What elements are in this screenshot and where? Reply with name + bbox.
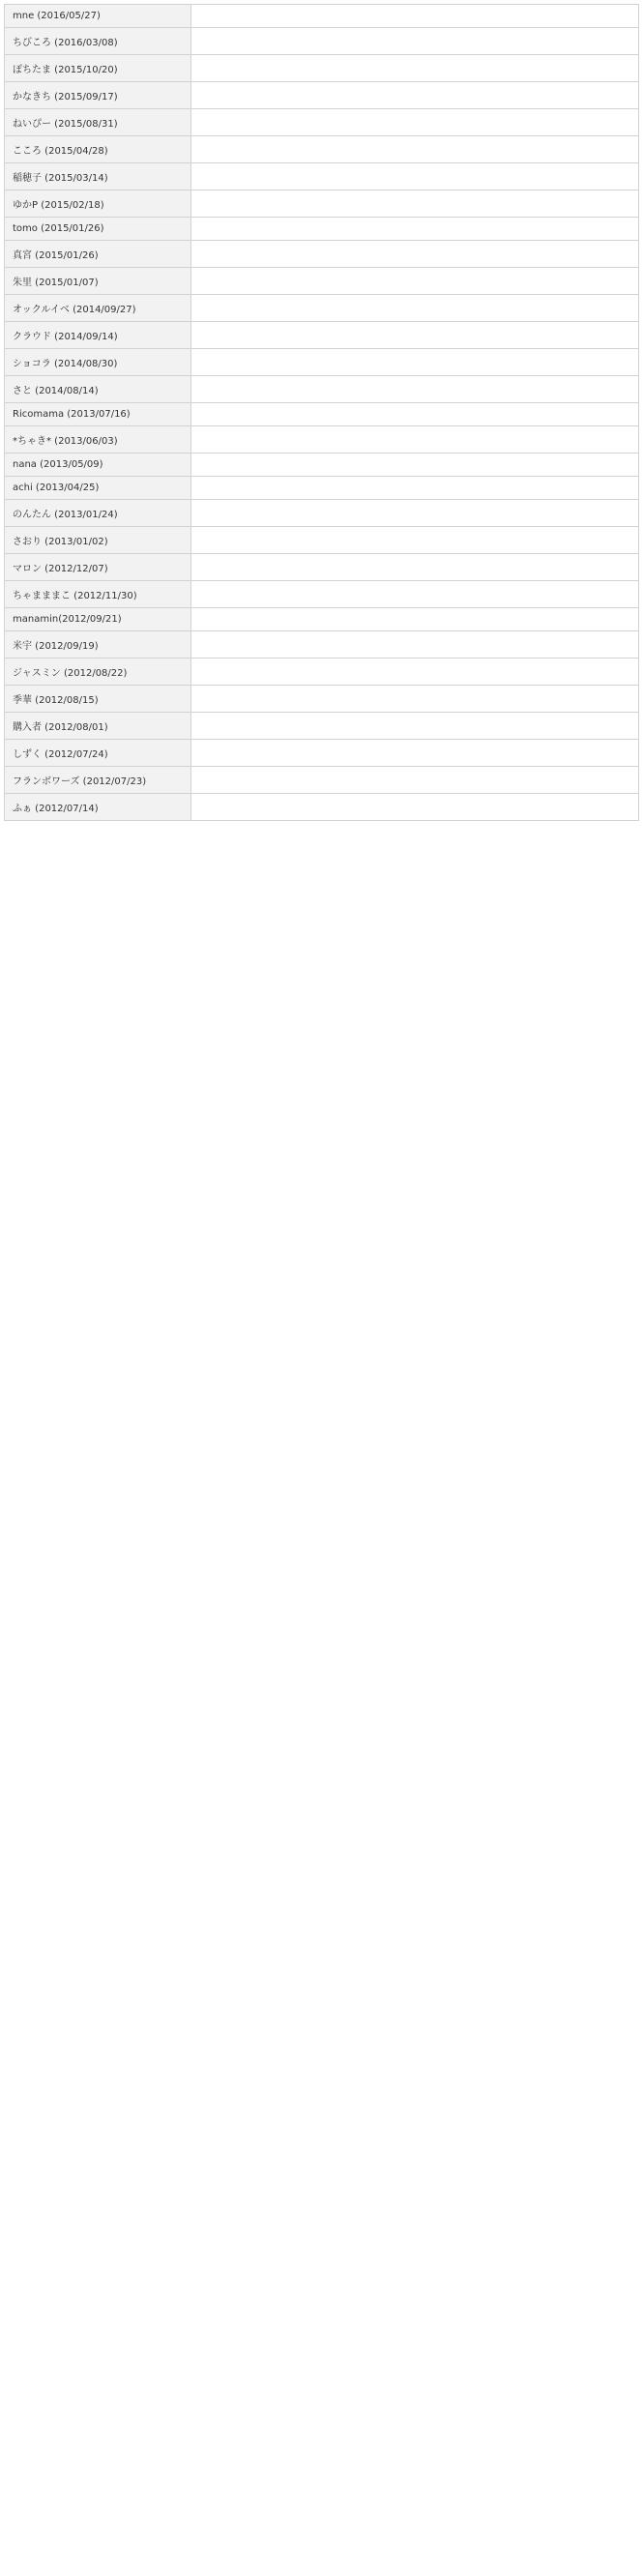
review-body <box>191 403 639 426</box>
review-author: ふぁ (2012/07/14) <box>5 794 191 821</box>
review-author: ショコラ (2014/08/30) <box>5 349 191 376</box>
review-row <box>5 5 639 28</box>
review-body <box>191 631 639 659</box>
review-row <box>5 713 639 740</box>
review-body <box>191 659 639 686</box>
review-author: さおり (2013/01/02) <box>5 527 191 554</box>
review-row <box>5 426 639 454</box>
reviews-table <box>4 4 639 821</box>
review-body <box>191 268 639 295</box>
review-body <box>191 477 639 500</box>
review-author: マロン (2012/12/07) <box>5 554 191 581</box>
review-body <box>191 109 639 136</box>
review-body <box>191 5 639 28</box>
review-body <box>191 163 639 190</box>
review-row <box>5 55 639 82</box>
review-row <box>5 767 639 794</box>
review-author: 季華 (2012/08/15) <box>5 686 191 713</box>
review-author: ゆかP (2015/02/18) <box>5 190 191 218</box>
review-row <box>5 241 639 268</box>
review-row <box>5 631 639 659</box>
review-author: さと (2014/08/14) <box>5 376 191 403</box>
review-row <box>5 500 639 527</box>
review-author: 朱里 (2015/01/07) <box>5 268 191 295</box>
review-row <box>5 794 639 821</box>
review-row <box>5 109 639 136</box>
review-author: Ricomama (2013/07/16) <box>5 403 191 426</box>
review-author: ちびころ (2016/03/08) <box>5 28 191 55</box>
review-author: nana (2013/05/09) <box>5 454 191 477</box>
reviews-table-body <box>5 5 639 821</box>
review-row <box>5 477 639 500</box>
review-author: 購入者 (2012/08/01) <box>5 713 191 740</box>
review-author: のんたん (2013/01/24) <box>5 500 191 527</box>
review-row <box>5 268 639 295</box>
review-row <box>5 527 639 554</box>
review-body <box>191 608 639 631</box>
review-author: 稲穂子 (2015/03/14) <box>5 163 191 190</box>
review-author: しずく (2012/07/24) <box>5 740 191 767</box>
review-row <box>5 403 639 426</box>
review-body <box>191 190 639 218</box>
review-author: 米宇 (2012/09/19) <box>5 631 191 659</box>
review-row <box>5 554 639 581</box>
review-body <box>191 82 639 109</box>
review-body <box>191 554 639 581</box>
review-author: tomo (2015/01/26) <box>5 218 191 241</box>
review-row <box>5 28 639 55</box>
review-body <box>191 349 639 376</box>
review-author: ねいぴー (2015/08/31) <box>5 109 191 136</box>
review-body <box>191 686 639 713</box>
review-row <box>5 581 639 608</box>
review-row <box>5 608 639 631</box>
review-body <box>191 28 639 55</box>
review-body <box>191 218 639 241</box>
review-row <box>5 659 639 686</box>
review-body <box>191 767 639 794</box>
review-body <box>191 713 639 740</box>
review-row <box>5 190 639 218</box>
review-author: こころ (2015/04/28) <box>5 136 191 163</box>
review-body <box>191 581 639 608</box>
review-author: achi (2013/04/25) <box>5 477 191 500</box>
review-author: 真宮 (2015/01/26) <box>5 241 191 268</box>
review-author: *ちゃき* (2013/06/03) <box>5 426 191 454</box>
review-author: フランボワーズ (2012/07/23) <box>5 767 191 794</box>
reviews-section <box>0 0 643 825</box>
review-row <box>5 295 639 322</box>
review-body <box>191 295 639 322</box>
review-row <box>5 349 639 376</box>
review-body <box>191 376 639 403</box>
review-body <box>191 527 639 554</box>
review-row <box>5 218 639 241</box>
review-author: クラウド (2014/09/14) <box>5 322 191 349</box>
review-row <box>5 82 639 109</box>
review-body <box>191 794 639 821</box>
review-author: ジャスミン (2012/08/22) <box>5 659 191 686</box>
review-body <box>191 241 639 268</box>
review-author: オックルイベ (2014/09/27) <box>5 295 191 322</box>
review-author: mne (2016/05/27) <box>5 5 191 28</box>
review-row <box>5 454 639 477</box>
review-author: manamin(2012/09/21) <box>5 608 191 631</box>
review-author: ちゃまままこ (2012/11/30) <box>5 581 191 608</box>
review-row <box>5 136 639 163</box>
review-body <box>191 136 639 163</box>
review-body <box>191 500 639 527</box>
review-body <box>191 322 639 349</box>
review-body <box>191 454 639 477</box>
review-body <box>191 740 639 767</box>
review-author: かなきち (2015/09/17) <box>5 82 191 109</box>
review-row <box>5 163 639 190</box>
review-author: ぽちたま (2015/10/20) <box>5 55 191 82</box>
review-row <box>5 376 639 403</box>
review-row <box>5 686 639 713</box>
review-body <box>191 426 639 454</box>
review-row <box>5 322 639 349</box>
review-body <box>191 55 639 82</box>
review-row <box>5 740 639 767</box>
